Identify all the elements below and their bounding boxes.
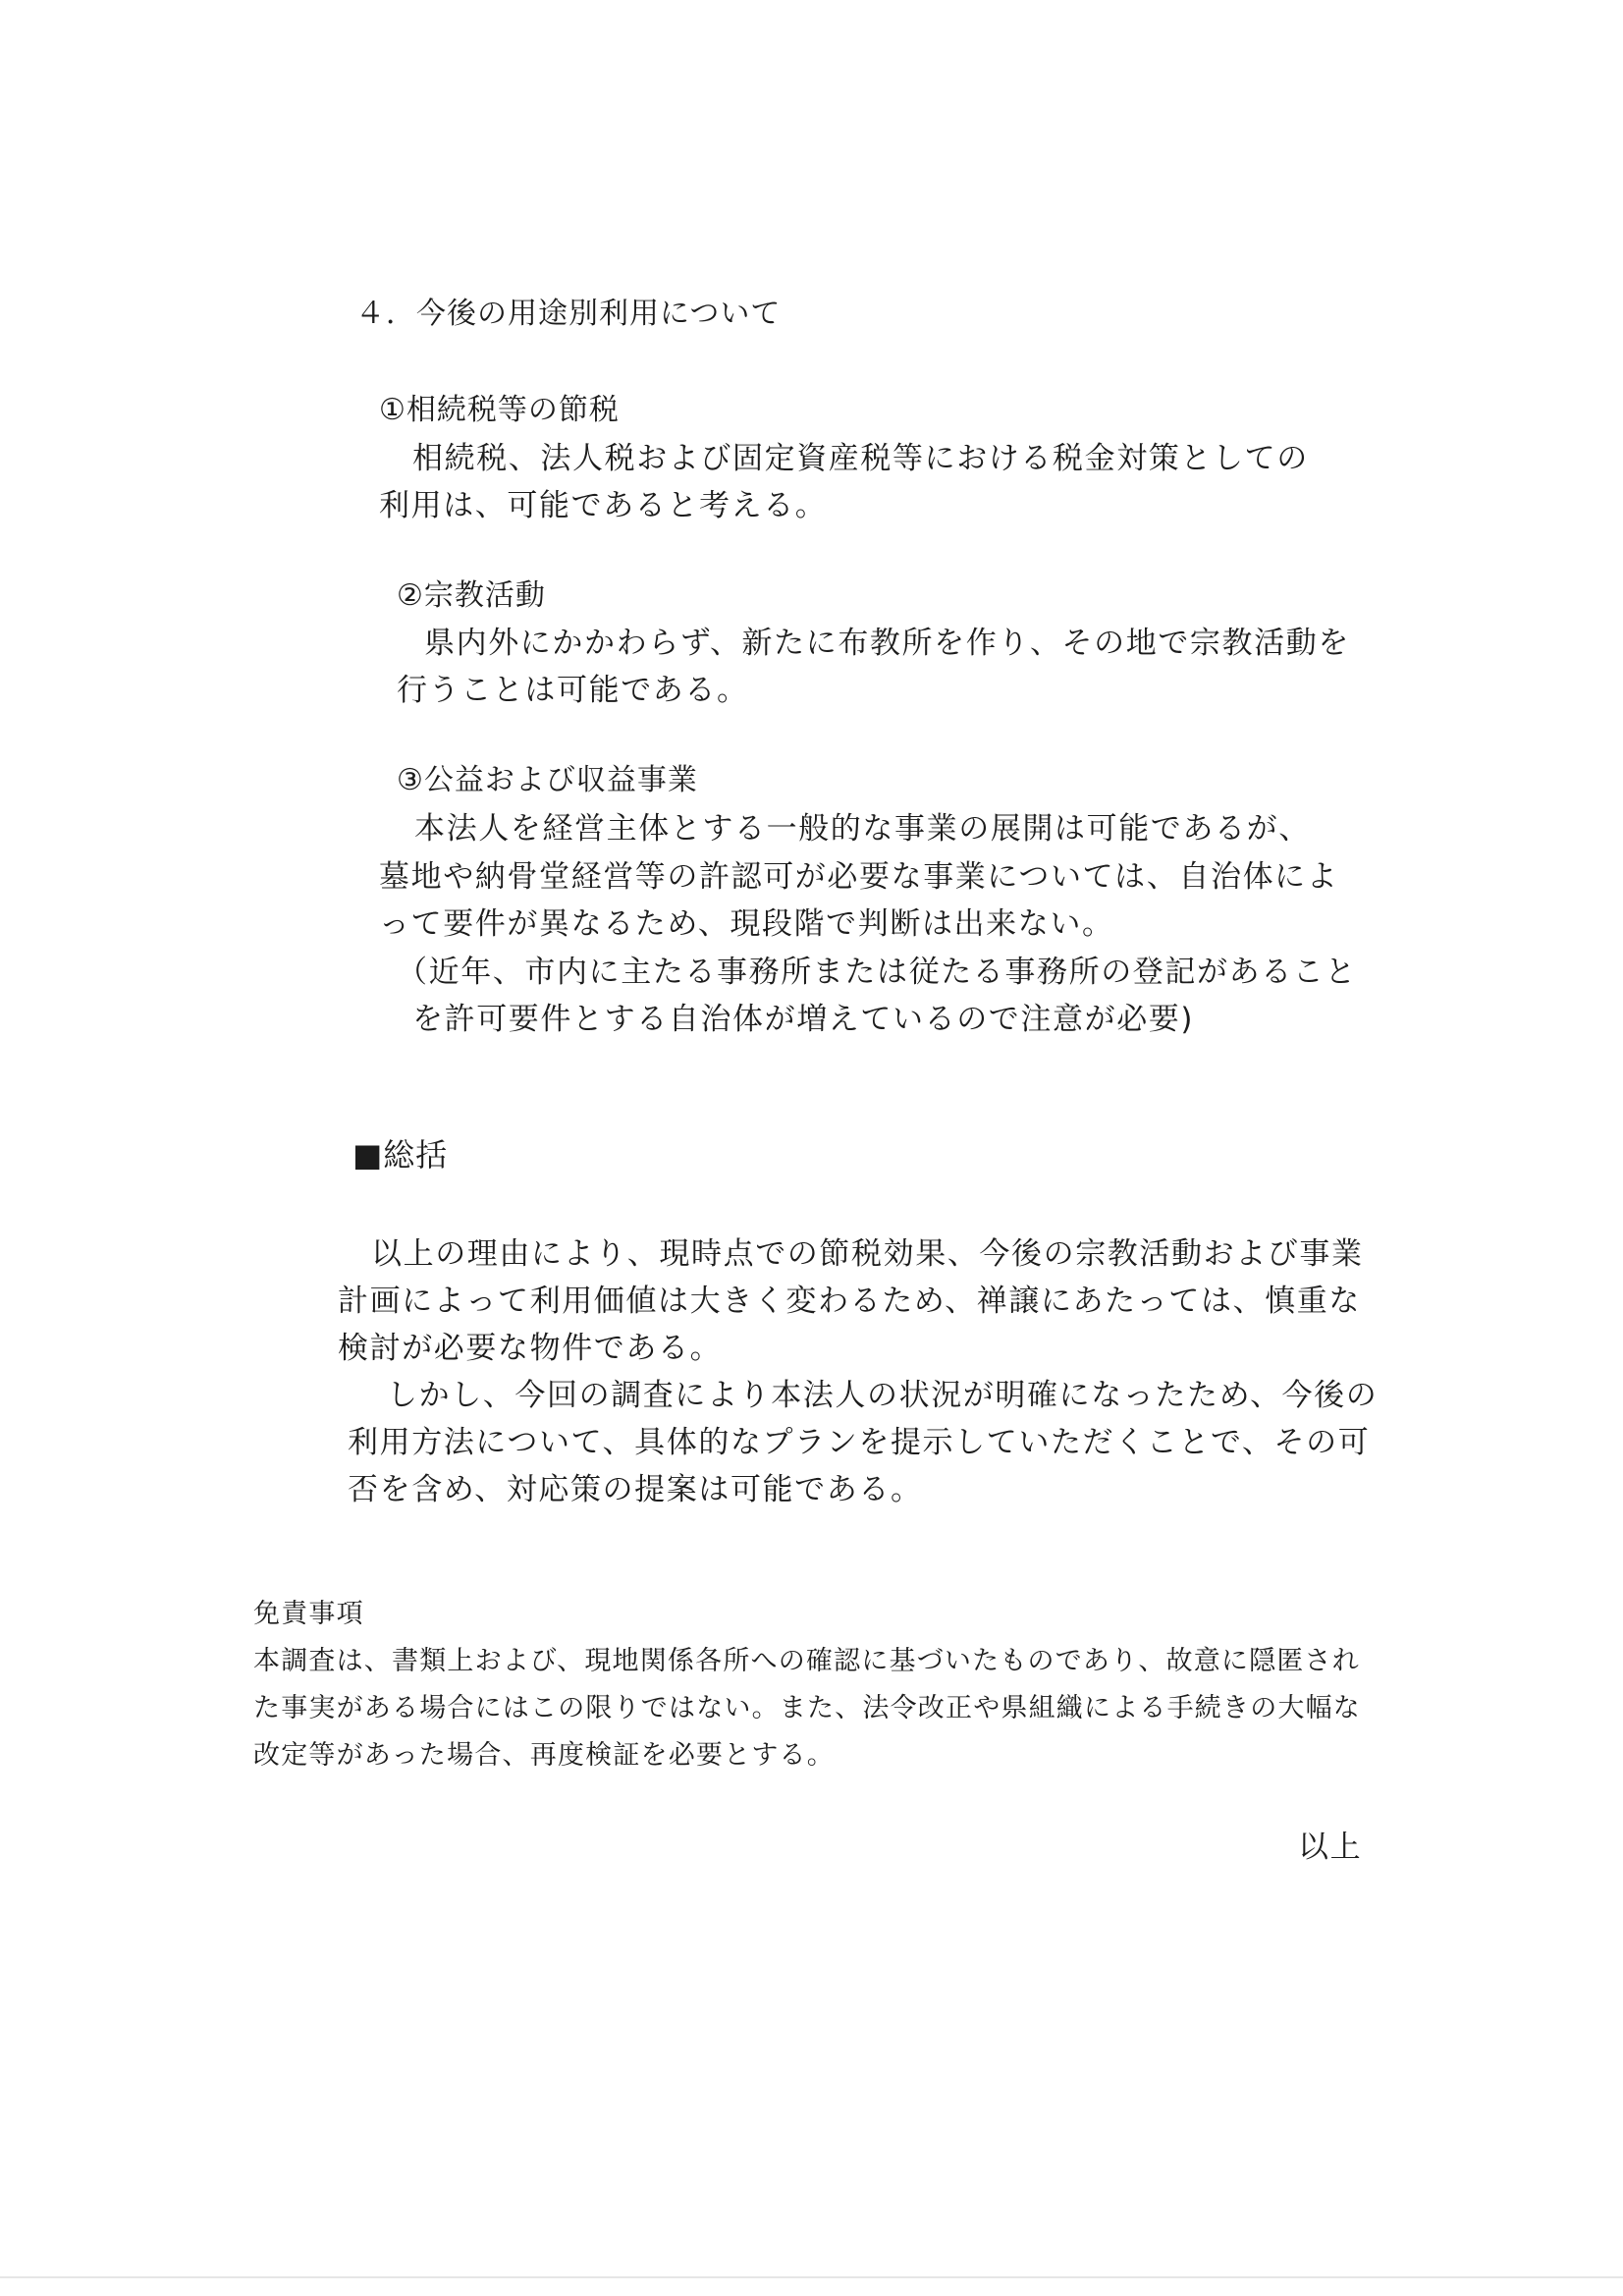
item3-line3: って要件が異なるため、現段階で判断は出来ない。	[379, 906, 1114, 942]
item3-heading: ③公益および収益事業	[397, 763, 698, 797]
summary-line4: しかし、今回の調査により本法人の状況が明確になったため、今後の	[387, 1378, 1379, 1413]
item3-line5: を許可要件とする自治体が増えているので注意が必要)	[412, 1002, 1195, 1037]
item2-line1: 県内外にかかわらず、新たに布教所を作り、その地で宗教活動を	[424, 626, 1350, 661]
item1-line1: 相続税、法人税および固定資産税等における税金対策としての	[412, 441, 1309, 476]
item1-heading: ①相続税等の節税	[379, 393, 620, 427]
summary-line5: 利用方法について、具体的なプランを提示していただくことで、その可	[348, 1425, 1371, 1460]
item2-line2: 行うことは可能である。	[397, 673, 749, 708]
item3-line2: 墓地や納骨堂経営等の許認可が必要な事業については、自治体によ	[379, 859, 1339, 895]
item2-heading: ②宗教活動	[397, 578, 546, 613]
scan-edge-divider	[0, 2276, 1623, 2278]
disclaimer-line2: た事実がある場合にはこの限りではない。また、法令改正や県組織による手続きの大幅な	[253, 1693, 1361, 1723]
summary-line2: 計画によって利用価値は大きく変わるため、禅譲にあたっては、慎重な	[338, 1284, 1361, 1319]
summary-heading: ■総括	[352, 1136, 449, 1174]
disclaimer-line1: 本調査は、書類上および、現地関係各所への確認に基づいたものであり、故意に隠匿され	[253, 1646, 1360, 1676]
closing-mark: 以上	[1298, 1830, 1363, 1865]
disclaimer-line3: 改定等があった場合、再度検証を必要とする。	[253, 1740, 835, 1771]
section-title: ４．今後の用途別利用について	[355, 297, 782, 331]
item3-line4: （近年、市内に主たる事務所または従たる事務所の登記があること	[397, 955, 1357, 990]
disclaimer-title: 免責事項	[253, 1599, 364, 1629]
summary-line6: 否を含め、対応策の提案は可能である。	[348, 1472, 923, 1507]
item3-line1: 本法人を経営主体とする一般的な事業の展開は可能であるが、	[414, 811, 1311, 847]
item1-line2: 利用は、可能であると考える。	[379, 488, 828, 523]
summary-line3: 検討が必要な物件である。	[338, 1331, 723, 1366]
summary-line1: 以上の理由により、現時点での節税効果、今後の宗教活動および事業	[371, 1236, 1364, 1272]
